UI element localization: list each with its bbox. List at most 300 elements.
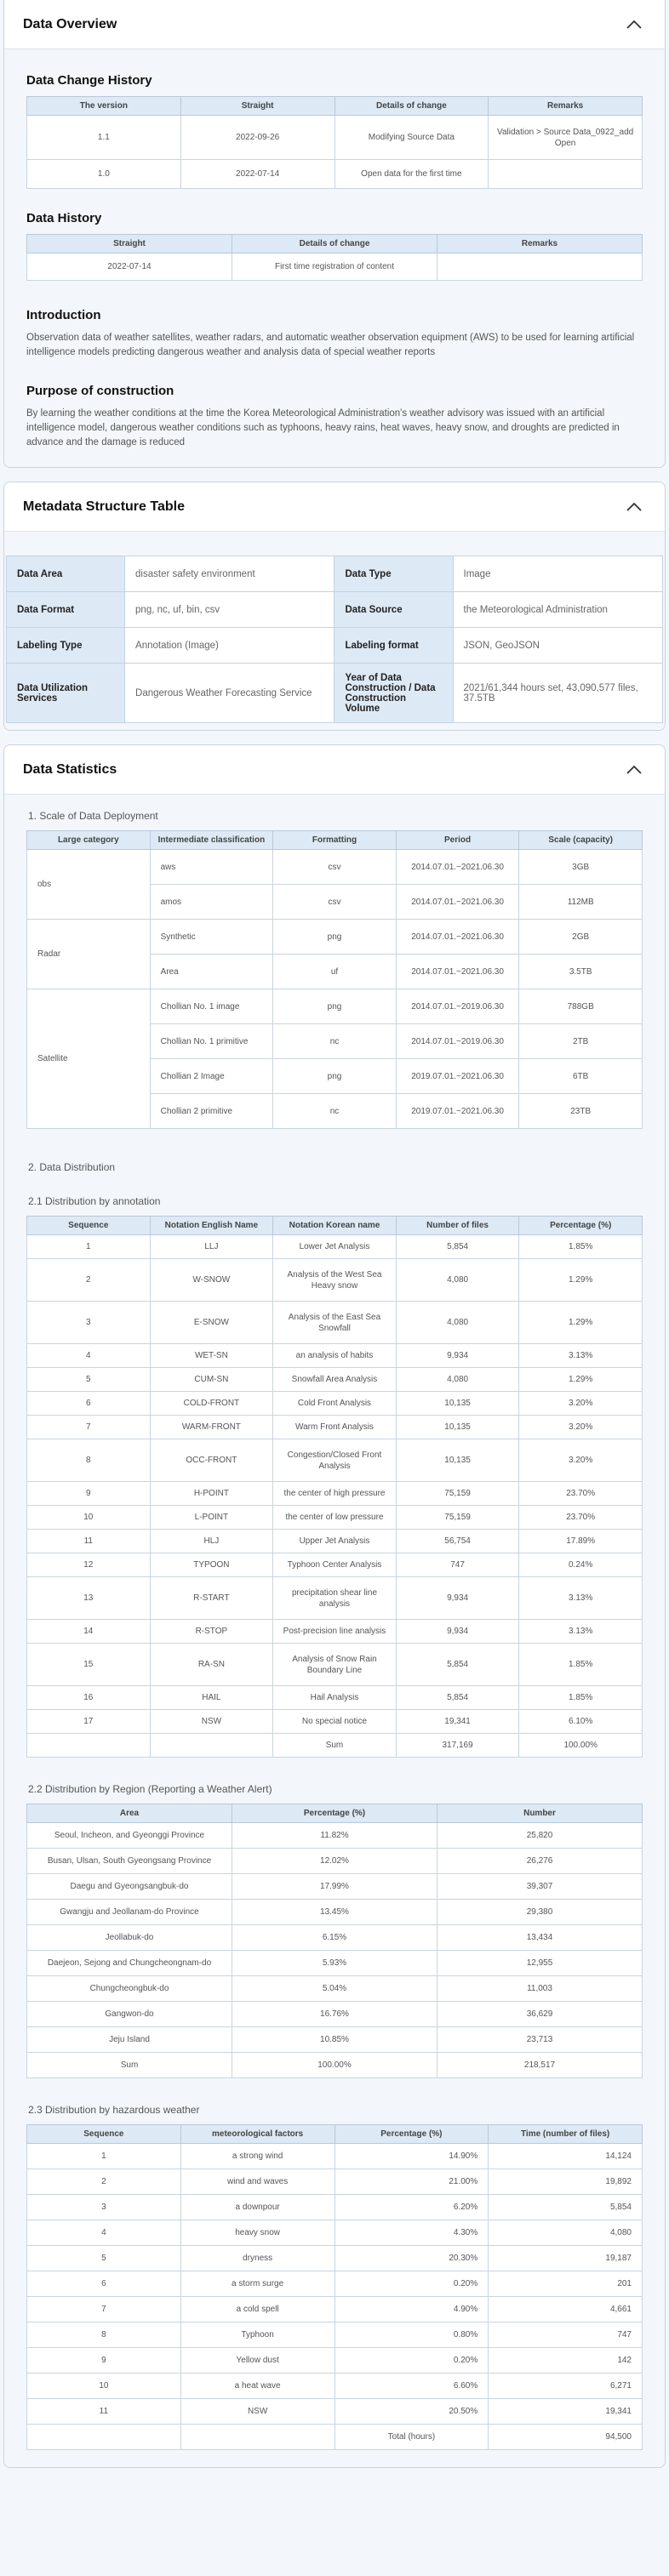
metadata-row [7, 628, 663, 664]
table-cell: 4 [27, 2220, 181, 2246]
table-cell: 1 [27, 1235, 151, 1259]
table-cell: 21.00% [334, 2169, 489, 2195]
table-cell: csv [273, 850, 397, 885]
data-statistics-panel [3, 744, 666, 2468]
empty-cell [27, 1734, 151, 1758]
table-cell: 0.20% [334, 2271, 489, 2297]
category-cell: obs [27, 850, 151, 920]
table-row [27, 1368, 643, 1392]
table-cell: 2014.07.01.~2019.06.30 [396, 989, 519, 1024]
table-header-row [27, 235, 643, 254]
table-cell: Jeju Island [27, 2027, 232, 2053]
table-cell: 14,124 [489, 2144, 643, 2169]
table-cell: 14.90% [334, 2144, 489, 2169]
table-cell [437, 254, 643, 281]
column-header: Straight [27, 235, 232, 254]
metadata-row [7, 556, 663, 592]
chevron-up-icon[interactable] [622, 758, 646, 782]
table-cell: Analysis of the East Sea Snowfall [273, 1302, 397, 1344]
metadata-row [7, 664, 663, 723]
table-cell: 9 [27, 1482, 151, 1506]
table-cell: 1.85% [519, 1644, 643, 1686]
table-cell: 6.10% [519, 1710, 643, 1734]
table-cell: 3.20% [519, 1392, 643, 1416]
table-cell: WARM-FRONT [150, 1416, 273, 1439]
table-cell: HAIL [150, 1686, 273, 1710]
table-cell: 6.20% [334, 2195, 489, 2220]
table-cell: 6,271 [489, 2374, 643, 2399]
column-header: Remarks [489, 97, 643, 116]
table-cell: 75,159 [396, 1506, 519, 1530]
metadata-row [7, 592, 663, 628]
table-cell: 11 [27, 1530, 151, 1553]
metadata-key: Data Format [7, 592, 125, 628]
table-cell: a cold spell [180, 2297, 334, 2322]
metadata-key: Labeling Type [7, 628, 125, 664]
table-cell: Yellow dust [180, 2348, 334, 2374]
table-cell: Open data for the first time [334, 160, 489, 189]
sum-label: Sum [273, 1734, 397, 1758]
column-header: Percentage (%) [232, 1804, 437, 1823]
table-cell: Chollian No. 1 image [150, 989, 273, 1024]
column-header: Scale (capacity) [519, 831, 643, 850]
table-cell: 788GB [519, 989, 643, 1024]
table-row [27, 1344, 643, 1368]
table-row [27, 2399, 643, 2425]
metadata-value: png, nc, uf, bin, csv [125, 592, 334, 628]
table-cell: Typhoon Center Analysis [273, 1553, 397, 1577]
column-header: Period [396, 831, 519, 850]
table-cell: 2022-09-26 [180, 116, 334, 160]
table-row [27, 2195, 643, 2220]
table-cell: 0.24% [519, 1553, 643, 1577]
data-statistics-header[interactable] [4, 745, 665, 795]
total-row [27, 2425, 643, 2450]
data-statistics-body [4, 795, 665, 2467]
table-cell: 16.76% [232, 2002, 437, 2027]
table-cell: 1.29% [519, 1302, 643, 1344]
table-row [27, 989, 643, 1024]
table-row [27, 1823, 643, 1849]
table-cell: Validation > Source Data_0922_add Open [489, 116, 643, 160]
table-cell: 142 [489, 2348, 643, 2374]
metadata-value: 2021/61,344 hours set, 43,090,577 files, 37.5TB [453, 664, 662, 723]
table-cell: 2022-07-14 [27, 254, 232, 281]
table-row [27, 2246, 643, 2271]
table-cell: Daegu and Gyeongsangbuk-do [27, 1874, 232, 1900]
table-cell: 3.13% [519, 1620, 643, 1644]
column-header: Straight [180, 97, 334, 116]
section-heading: Purpose of construction [26, 384, 174, 398]
table-cell: First time registration of content [232, 254, 437, 281]
table-cell: Daejeon, Sejong and Chungcheongnam-do [27, 1951, 232, 1976]
table-cell: png [273, 920, 397, 955]
table-cell: COLD-FRONT [150, 1392, 273, 1416]
column-header: Percentage (%) [334, 2125, 489, 2144]
table-cell: Chollian 2 primitive [150, 1094, 273, 1129]
table-cell: Gwangju and Jeollanam-do Province [27, 1900, 232, 1925]
table-cell: 5 [27, 1368, 151, 1392]
table-cell: 0.20% [334, 2348, 489, 2374]
table-cell: 2 [27, 2169, 181, 2195]
table-cell: 112MB [519, 885, 643, 920]
table-header-row [27, 2125, 643, 2144]
table-cell: an analysis of habits [273, 1344, 397, 1368]
table-cell: 4.30% [334, 2220, 489, 2246]
table-cell: 10,135 [396, 1416, 519, 1439]
hazard-table [26, 2124, 643, 2450]
table-cell: Analysis of the West Sea Heavy snow [273, 1259, 397, 1302]
table-cell: HLJ [150, 1530, 273, 1553]
table-cell: 36,629 [437, 2002, 643, 2027]
table-cell: 1.1 [27, 116, 181, 160]
column-header: Sequence [27, 2125, 181, 2144]
table-cell: 1.29% [519, 1259, 643, 1302]
metadata-key: Data Type [334, 556, 453, 592]
table-cell: Upper Jet Analysis [273, 1530, 397, 1553]
table-cell: Jeollabuk-do [27, 1925, 232, 1951]
table-cell: 4,661 [489, 2297, 643, 2322]
table-cell: R-STOP [150, 1620, 273, 1644]
table-cell: 9,934 [396, 1344, 519, 1368]
sum-percent: 100.00% [519, 1734, 643, 1758]
table-row [27, 2144, 643, 2169]
table-cell: 747 [396, 1553, 519, 1577]
data-overview-panel [3, 0, 666, 468]
metadata-value: the Meteorological Administration [453, 592, 662, 628]
table-cell: the center of high pressure [273, 1482, 397, 1506]
table-cell: heavy snow [180, 2220, 334, 2246]
table-cell: 14 [27, 1620, 151, 1644]
table-cell: 4,080 [396, 1259, 519, 1302]
table-cell [489, 160, 643, 189]
table-cell: 11 [27, 2399, 181, 2425]
table-cell: 23TB [519, 1094, 643, 1129]
table-cell: 2014.07.01.~2021.06.30 [396, 885, 519, 920]
category-cell: Satellite [27, 989, 151, 1129]
table-cell: 4.90% [334, 2297, 489, 2322]
table-row [27, 1416, 643, 1439]
table-cell: R-START [150, 1577, 273, 1620]
table-cell: 100.00% [232, 2053, 437, 2078]
table-cell: csv [273, 885, 397, 920]
table-row [27, 2027, 643, 2053]
table-cell: LLJ [150, 1235, 273, 1259]
column-header: Number of files [396, 1217, 519, 1235]
table-cell: Busan, Ulsan, South Gyeongsang Province [27, 1849, 232, 1874]
table-cell: WET-SN [150, 1344, 273, 1368]
panel-title: Data Overview [23, 16, 117, 31]
column-header: Large category [27, 831, 151, 850]
table-row [27, 850, 643, 885]
table-cell: Cold Front Analysis [273, 1392, 397, 1416]
table-cell: 201 [489, 2271, 643, 2297]
table-cell: 13,434 [437, 1925, 643, 1951]
table-cell: 1.85% [519, 1686, 643, 1710]
metadata-value: Image [453, 556, 662, 592]
table-row [27, 1620, 643, 1644]
table-row [27, 1482, 643, 1506]
region-table [26, 1804, 643, 2078]
table-cell: 4,080 [489, 2220, 643, 2246]
subsection-heading: 2. Data Distribution [28, 1161, 116, 1173]
column-header: Sequence [27, 1217, 151, 1235]
metadata-panel [3, 482, 666, 731]
table-cell: 2019.07.01.~2021.06.30 [396, 1094, 519, 1129]
table-cell: 20.30% [334, 2246, 489, 2271]
table-cell: nc [273, 1094, 397, 1129]
table-cell: 2 [27, 1259, 151, 1302]
column-header: Notation Korean name [273, 1217, 397, 1235]
table-cell: No special notice [273, 1710, 397, 1734]
section-heading: Data History [26, 211, 102, 225]
table-cell: Gangwon-do [27, 2002, 232, 2027]
table-cell: 10 [27, 1506, 151, 1530]
sum-row [27, 1734, 643, 1758]
table-cell: 747 [489, 2322, 643, 2348]
metadata-value: disaster safety environment [125, 556, 334, 592]
table-row [27, 1577, 643, 1620]
table-row [27, 920, 643, 955]
table-cell: 19,187 [489, 2246, 643, 2271]
purpose-text: By learning the weather conditions at the time the Korea Meteorological Administration's weather advisory was issued with an artificial intelligence model, dangerous weather conditions such as typhoons, heavy rains, heat waves, heavy snow, and droughts are predicted in advance and the damage is reduced [26, 408, 620, 447]
chevron-up-icon[interactable] [622, 495, 646, 519]
table-cell: a strong wind [180, 2144, 334, 2169]
chevron-up-icon[interactable] [622, 13, 646, 37]
column-header: Formatting [273, 831, 397, 850]
table-cell: 2014.07.01.~2021.06.30 [396, 955, 519, 989]
empty-cell [180, 2425, 334, 2450]
table-cell: 26,276 [437, 1849, 643, 1874]
table-row [27, 2053, 643, 2078]
table-cell: Lower Jet Analysis [273, 1235, 397, 1259]
data-history-table [26, 234, 643, 281]
table-cell: a downpour [180, 2195, 334, 2220]
table-cell: 6 [27, 1392, 151, 1416]
table-cell: 1.0 [27, 160, 181, 189]
table-cell: 4 [27, 1344, 151, 1368]
table-cell: 2019.07.01.~2021.06.30 [396, 1059, 519, 1094]
table-cell: 19,341 [396, 1710, 519, 1734]
table-cell: 3GB [519, 850, 643, 885]
column-header: Details of change [232, 235, 437, 254]
column-header: Notation English Name [150, 1217, 273, 1235]
table-cell: 2TB [519, 1024, 643, 1059]
table-cell: 10,135 [396, 1439, 519, 1482]
table-cell: 11,003 [437, 1976, 643, 2002]
table-cell: precipitation shear line analysis [273, 1577, 397, 1620]
table-cell: Snowfall Area Analysis [273, 1368, 397, 1392]
table-cell: 3.20% [519, 1439, 643, 1482]
table-cell: Warm Front Analysis [273, 1416, 397, 1439]
table-cell: 10,135 [396, 1392, 519, 1416]
metadata-value: JSON, GeoJSON [453, 628, 662, 664]
table-cell: 10 [27, 2374, 181, 2399]
table-row [27, 1235, 643, 1259]
table-cell: 15 [27, 1644, 151, 1686]
table-cell: 12 [27, 1553, 151, 1577]
table-cell: 19,341 [489, 2399, 643, 2425]
table-cell: the center of low pressure [273, 1506, 397, 1530]
table-cell: 6.60% [334, 2374, 489, 2399]
column-header: Details of change [334, 97, 489, 116]
table-row [27, 1874, 643, 1900]
table-cell: 6 [27, 2271, 181, 2297]
sum-files: 317,169 [396, 1734, 519, 1758]
table-cell: 3.13% [519, 1344, 643, 1368]
subsection-heading: 2.3 Distribution by hazardous weather [28, 2104, 200, 2116]
table-cell: 17.99% [232, 1874, 437, 1900]
table-cell: Sum [27, 2053, 232, 2078]
table-row [27, 2374, 643, 2399]
table-cell: 5.93% [232, 1951, 437, 1976]
table-cell: Typhoon [180, 2322, 334, 2348]
table-cell: 2GB [519, 920, 643, 955]
table-cell: 2022-07-14 [180, 160, 334, 189]
table-cell: 4,080 [396, 1302, 519, 1344]
table-cell: Hail Analysis [273, 1686, 397, 1710]
metadata-value: Dangerous Weather Forecasting Service [125, 664, 334, 723]
table-row [27, 2297, 643, 2322]
column-header: Number [437, 1804, 643, 1823]
introduction-text: Observation data of weather satellites, weather radars, and automatic weather observation equipment (AWS) to be used for learning artificial intelligence models predicting dangerous weather and analysis data of special weather reports [26, 333, 635, 357]
table-cell: 0.80% [334, 2322, 489, 2348]
column-header: Time (number of files) [489, 2125, 643, 2144]
table-cell: 23.70% [519, 1482, 643, 1506]
table-row [27, 2322, 643, 2348]
table-cell: 5,854 [396, 1686, 519, 1710]
table-cell: 11.82% [232, 1823, 437, 1849]
column-header: The version [27, 97, 181, 116]
table-cell: Area [150, 955, 273, 989]
panel-title: Data Statistics [23, 761, 117, 777]
table-cell: 3.13% [519, 1577, 643, 1620]
table-cell: Modifying Source Data [334, 116, 489, 160]
subsection-heading: 2.1 Distribution by annotation [28, 1195, 161, 1207]
table-cell: Congestion/Closed Front Analysis [273, 1439, 397, 1482]
table-cell: 3.20% [519, 1416, 643, 1439]
table-cell: nc [273, 1024, 397, 1059]
table-cell: 17.89% [519, 1530, 643, 1553]
table-cell: 20.50% [334, 2399, 489, 2425]
subsection-heading: 2.2 Distribution by Region (Reporting a Weather Alert) [28, 1783, 272, 1795]
table-cell: png [273, 989, 397, 1024]
table-cell: 1 [27, 2144, 181, 2169]
table-row [27, 1849, 643, 1874]
table-row [27, 2220, 643, 2246]
change-history-table [26, 96, 643, 189]
empty-cell [27, 2425, 181, 2450]
table-cell: 5,854 [489, 2195, 643, 2220]
table-cell: Synthetic [150, 920, 273, 955]
table-cell: a storm surge [180, 2271, 334, 2297]
table-cell: dryness [180, 2246, 334, 2271]
table-cell: 23,713 [437, 2027, 643, 2053]
table-row [27, 116, 643, 160]
table-cell: W-SNOW [150, 1259, 273, 1302]
table-cell: wind and waves [180, 2169, 334, 2195]
table-row [27, 2271, 643, 2297]
metadata-key: Labeling format [334, 628, 453, 664]
table-cell: 1.29% [519, 1368, 643, 1392]
table-row [27, 1710, 643, 1734]
scale-table [26, 830, 643, 1129]
metadata-key: Data Area [7, 556, 125, 592]
table-cell: L-POINT [150, 1506, 273, 1530]
table-row [27, 1951, 643, 1976]
table-row [27, 1686, 643, 1710]
annotation-table [26, 1216, 643, 1758]
table-row [27, 2002, 643, 2027]
table-cell: TYPOON [150, 1553, 273, 1577]
table-cell: CUM-SN [150, 1368, 273, 1392]
table-cell: RA-SN [150, 1644, 273, 1686]
table-row [27, 1302, 643, 1344]
section-heading: Data Change History [26, 73, 152, 88]
table-cell: Post-precision line analysis [273, 1620, 397, 1644]
table-cell: 7 [27, 1416, 151, 1439]
table-row [27, 1392, 643, 1416]
table-cell: 17 [27, 1710, 151, 1734]
table-cell: 9,934 [396, 1577, 519, 1620]
table-row [27, 1530, 643, 1553]
metadata-header[interactable] [4, 482, 665, 532]
category-cell: Radar [27, 920, 151, 989]
table-row [27, 1506, 643, 1530]
metadata-key: Year of Data Construction / Data Construction Volume [334, 664, 453, 723]
table-cell: 9 [27, 2348, 181, 2374]
data-overview-header[interactable] [4, 0, 665, 49]
table-cell: 29,380 [437, 1900, 643, 1925]
table-cell: 75,159 [396, 1482, 519, 1506]
section-heading: Introduction [26, 308, 101, 322]
table-cell: 5,854 [396, 1644, 519, 1686]
table-cell: 5.04% [232, 1976, 437, 2002]
metadata-key: Data Source [334, 592, 453, 628]
table-cell: Analysis of Snow Rain Boundary Line [273, 1644, 397, 1686]
table-cell: uf [273, 955, 397, 989]
table-cell: 6TB [519, 1059, 643, 1094]
table-cell: NSW [180, 2399, 334, 2425]
table-cell: 13.45% [232, 1900, 437, 1925]
empty-cell [150, 1734, 273, 1758]
table-cell: Chollian 2 Image [150, 1059, 273, 1094]
table-cell: 8 [27, 2322, 181, 2348]
table-cell: 7 [27, 2297, 181, 2322]
metadata-key: Data Utilization Services [7, 664, 125, 723]
table-row [27, 1553, 643, 1577]
table-header-row [27, 1804, 643, 1823]
metadata-table [6, 556, 663, 723]
table-cell: 3.5TB [519, 955, 643, 989]
total-label: Total (hours) [334, 2425, 489, 2450]
table-cell: 2014.07.01.~2021.06.30 [396, 850, 519, 885]
table-cell: amos [150, 885, 273, 920]
column-header: Area [27, 1804, 232, 1823]
table-cell: OCC-FRONT [150, 1439, 273, 1482]
table-row [27, 160, 643, 189]
table-row [27, 2348, 643, 2374]
table-cell: 23.70% [519, 1506, 643, 1530]
table-cell: H-POINT [150, 1482, 273, 1506]
table-cell: 4,080 [396, 1368, 519, 1392]
table-cell: 3 [27, 2195, 181, 2220]
table-cell: 8 [27, 1439, 151, 1482]
total-value: 94,500 [489, 2425, 643, 2450]
table-cell: 218,517 [437, 2053, 643, 2078]
table-row [27, 1925, 643, 1951]
table-cell: 10.85% [232, 2027, 437, 2053]
